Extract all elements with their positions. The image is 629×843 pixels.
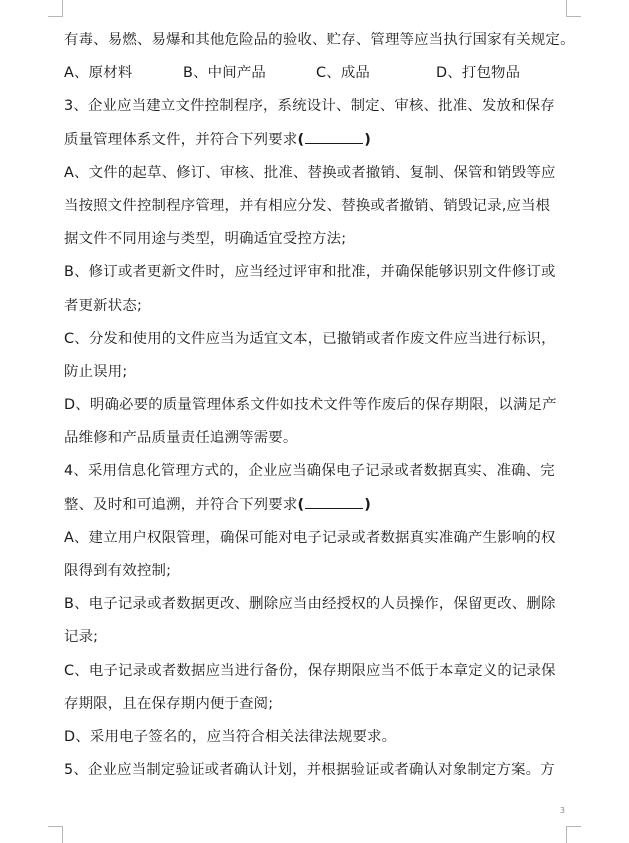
document-body [64,24,575,787]
options-row [64,57,572,90]
crop-mark-bottom-left [48,826,63,843]
question-4-line-2: 整、及时和可追溯，并符合下列要求( ) [64,489,572,522]
text-line: 者更新状态; [64,297,143,314]
text-line: C、电子记录或者数据应当进行备份，保存期限应当不低于本章定义的记录保 [64,662,556,679]
text-line: 据文件不同用途与类型，明确适宜受控方法; [64,231,347,248]
text-line: 当按照文件控制程序管理，并有相应分发、替换或者撤销、销毁记录,应当根 [64,197,551,214]
answer-blank [305,494,363,509]
question-4-line-1: 4、采用信息化管理方式的，企业应当确保电子记录或者数据真实、准确、完 [64,463,555,480]
answer-blank [305,129,363,144]
crop-mark-bottom-right [566,826,581,843]
option-b: B、中间产品 [183,65,267,82]
text-line: A、建立用户权限管理，确保可能对电子记录或者数据真实准确产生影响的权 [64,529,556,546]
option-c: C、成品 [316,65,371,82]
text-line: A、文件的起草、修订、审核、批准、替换或者撤销、复制、保管和销毁等应 [64,164,556,181]
text-line: 记录; [64,629,99,646]
text-line: D、采用电子签名的，应当符合相关法律法规要求。 [64,728,397,745]
page-number: 3 [559,806,565,815]
text-line: 防止误用; [64,363,128,380]
option-d: D、打包物品 [436,65,521,82]
text-line: 有毒、易燃、易爆和其他危险品的验收、贮存、管理等应当执行国家有关规定。 [64,32,575,48]
question-3-line-2: 质量管理体系文件，并符合下列要求( ) [64,124,572,157]
crop-mark-top-right [566,0,581,17]
crop-mark-top-left [48,0,63,17]
text-line: B、修订或者更新文件时，应当经过评审和批准，并确保能够识别文件修订或 [64,264,556,281]
text-line: 存期限，且在保存期内便于查阅; [64,695,274,712]
text-line: D、明确必要的质量管理体系文件如技术文件等作废后的保存期限，以满足产 [64,397,557,414]
text-line: B、电子记录或者数据更改、删除应当由经授权的人员操作，保留更改、删除 [64,596,556,613]
question-3-line-1: 3、企业应当建立文件控制程序，系统设计、制定、审核、批准、发放和保存 [64,98,555,115]
text-line: 限得到有效控制; [64,563,172,579]
option-a: A、原材料 [64,65,133,82]
text-line: 5、企业应当制定验证或者确认计划，并根据验证或者确认对象制定方案。方 [64,762,555,779]
text-line: 品维修和产品质量责任追溯等需要。 [64,430,298,447]
text-line: C、分发和使用的文件应当为适宜文本，已撤销或者作废文件应当进行标识， [64,330,556,347]
